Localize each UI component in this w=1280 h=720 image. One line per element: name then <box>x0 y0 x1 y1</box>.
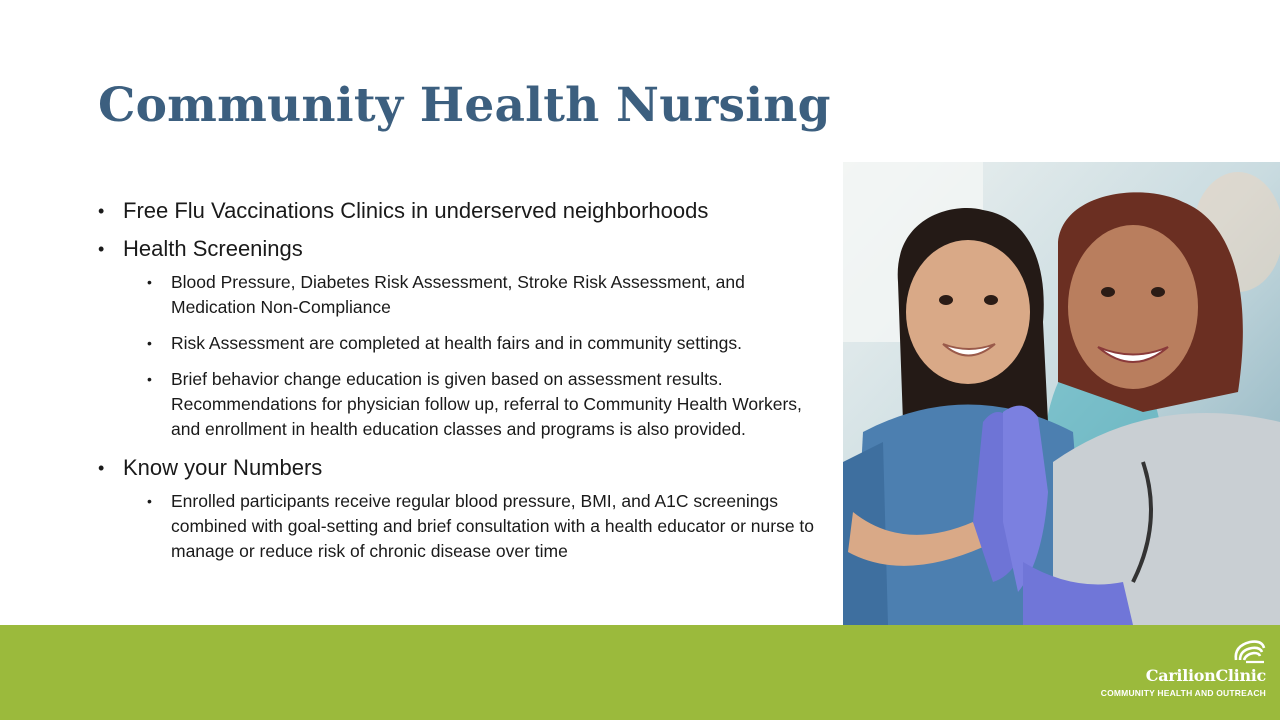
bullet-item <box>98 234 828 442</box>
child-and-nurse-high-five-photo <box>843 162 1280 625</box>
sub-bullet-dot-icon: • <box>147 493 152 509</box>
sub-bullet-text: Enrolled participants receive regular blood pressure, BMI, and A1C screenings combined with goal-setting and brief consultation with a health educator or nurse to manage or reduce risk of chronic disease over time <box>171 491 815 561</box>
bullet-text: Know your Numbers <box>123 455 323 480</box>
bullet-dot-icon: • <box>98 458 105 478</box>
logo-subtitle: COMMUNITY HEALTH AND OUTREACH <box>1100 688 1266 698</box>
slide-title: Community Health Nursing <box>98 78 831 133</box>
sub-bullet-text: Blood Pressure, Diabetes Risk Assessment, Stroke Risk Assessment, and Medication Non-Compliance <box>171 272 745 317</box>
bullet-list <box>98 196 828 564</box>
sub-bullet-list <box>123 489 828 564</box>
bullet-item <box>98 453 828 564</box>
sub-bullet-text: Brief behavior change education is given based on assessment results. Recommendations for physician follow up, referral to Community Health Workers, and enrollment in health education classes and programs is also provided. <box>171 369 802 439</box>
sub-bullet-item <box>123 367 828 442</box>
sub-bullet-item <box>123 489 828 564</box>
sub-bullet-dot-icon: • <box>147 371 152 387</box>
bullet-item <box>98 196 828 226</box>
sub-bullet-text: Risk Assessment are completed at health fairs and in community settings. <box>171 333 742 353</box>
carilion-swirl-icon <box>1232 638 1266 664</box>
sub-bullet-list <box>123 270 828 442</box>
sub-bullet-item <box>123 331 828 356</box>
logo-name: CarilionClinic <box>1145 666 1266 685</box>
bullet-dot-icon: • <box>98 201 105 221</box>
bullet-dot-icon: • <box>98 239 105 259</box>
bullet-text: Free Flu Vaccinations Clinics in underserved neighborhoods <box>123 198 709 223</box>
sub-bullet-dot-icon: • <box>147 274 152 290</box>
sub-bullet-dot-icon: • <box>147 335 152 351</box>
bullet-text: Health Screenings <box>123 236 303 261</box>
bullet-content <box>98 196 828 575</box>
sub-bullet-item <box>123 270 828 320</box>
carilion-clinic-logo <box>1076 638 1266 700</box>
